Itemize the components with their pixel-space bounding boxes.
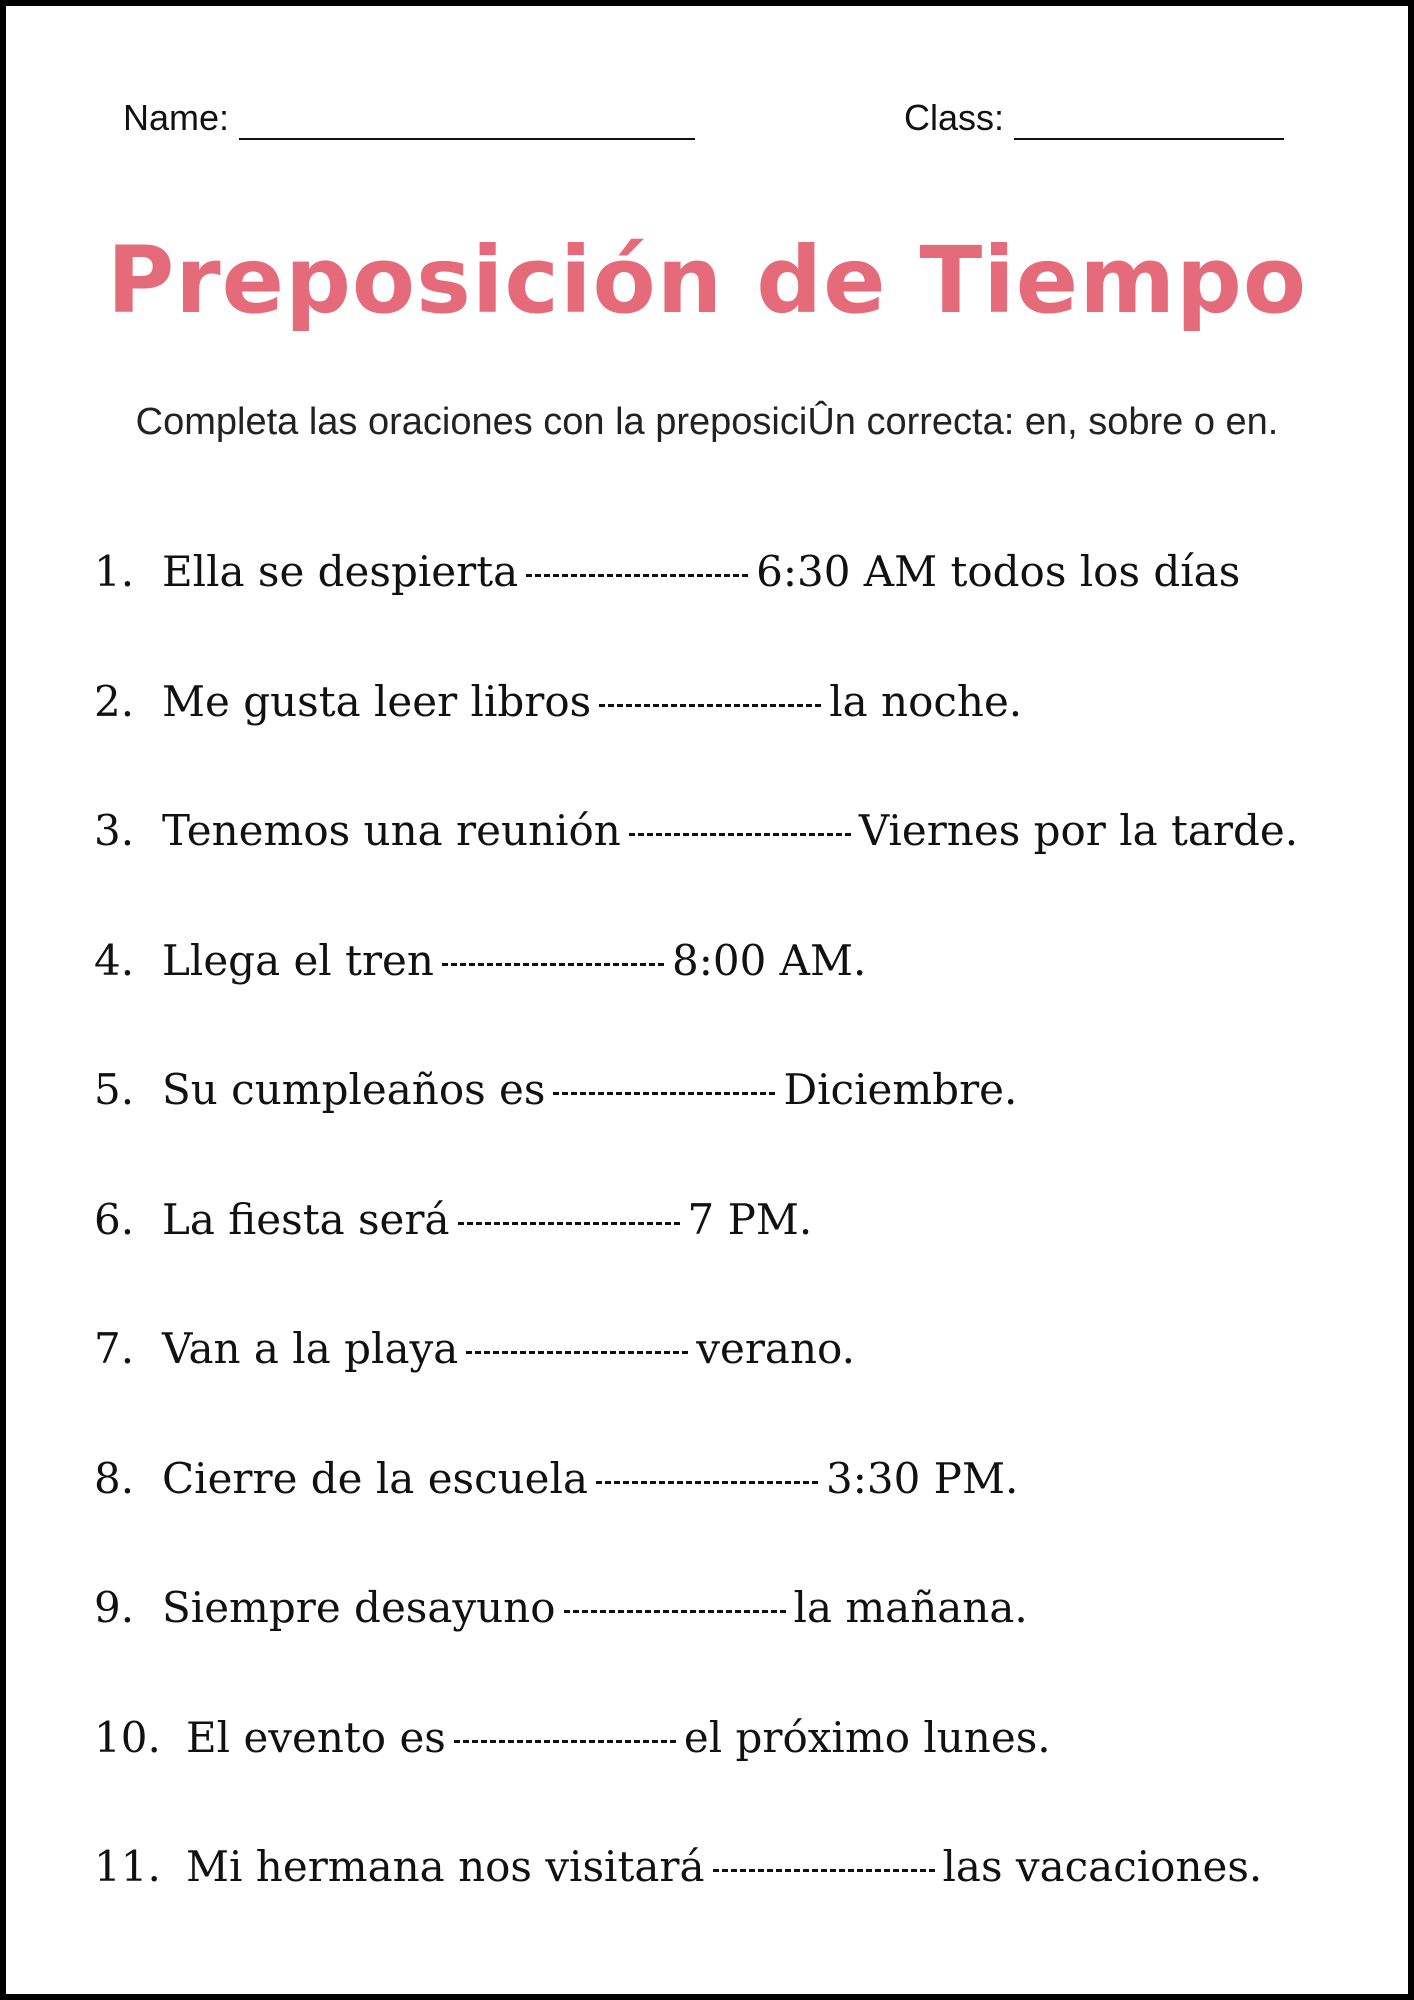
question-text-before: Siempre desayuno <box>162 1583 556 1632</box>
name-label: Name: <box>123 97 230 138</box>
question-3 <box>94 795 1374 925</box>
question-text-before: Tenemos una reunión <box>162 806 621 855</box>
question-number: 6. <box>94 1194 135 1244</box>
class-blank-line[interactable] <box>1014 98 1284 140</box>
answer-blank[interactable] <box>596 1437 818 1484</box>
name-blank-line[interactable] <box>239 98 695 140</box>
answer-blank[interactable] <box>466 1307 688 1354</box>
class-field <box>904 96 1284 140</box>
question-11 <box>94 1831 1374 1961</box>
question-list <box>94 536 1374 1961</box>
class-label: Class: <box>904 97 1005 138</box>
answer-blank[interactable] <box>553 1048 775 1095</box>
question-text-before: Ella se despierta <box>162 547 519 596</box>
question-7 <box>94 1313 1374 1443</box>
question-text-before: Cierre de la escuela <box>162 1453 589 1503</box>
question-9 <box>94 1572 1374 1702</box>
answer-blank[interactable] <box>458 1178 680 1225</box>
answer-blank[interactable] <box>526 530 748 577</box>
answer-blank[interactable] <box>454 1696 676 1743</box>
question-number: 1. <box>94 547 135 596</box>
question-number: 4. <box>94 935 135 985</box>
question-number: 2. <box>94 676 135 726</box>
question-text-after: 8:00 AM. <box>671 935 867 985</box>
question-text-before: Van a la playa <box>162 1324 459 1373</box>
question-4 <box>94 925 1374 1055</box>
question-number: 3. <box>94 806 135 855</box>
question-text-after: Viernes por la tarde. <box>858 806 1299 855</box>
answer-blank[interactable] <box>713 1825 935 1872</box>
question-1 <box>94 536 1374 666</box>
question-text-before: Me gusta leer libros <box>162 676 592 726</box>
question-2 <box>94 666 1374 796</box>
answer-blank[interactable] <box>629 789 851 836</box>
question-number: 10. <box>94 1712 161 1762</box>
question-number: 11. <box>94 1842 161 1891</box>
question-number: 7. <box>94 1324 135 1373</box>
question-text-after: el próximo lunes. <box>683 1712 1051 1762</box>
question-text-after: las vacaciones. <box>942 1842 1263 1891</box>
header-row <box>6 96 1408 146</box>
question-text-after: verano. <box>696 1324 855 1373</box>
question-5 <box>94 1054 1374 1184</box>
name-field <box>123 96 695 140</box>
question-text-after: la noche. <box>829 676 1023 726</box>
question-text-before: El evento es <box>186 1712 446 1762</box>
question-text-after: 7 PM. <box>687 1194 813 1244</box>
question-text-before: Mi hermana nos visitará <box>186 1842 705 1891</box>
question-text-after: Diciembre. <box>783 1065 1018 1114</box>
question-number: 9. <box>94 1583 135 1632</box>
question-6 <box>94 1184 1374 1314</box>
answer-blank[interactable] <box>564 1566 786 1613</box>
answer-blank[interactable] <box>599 660 821 707</box>
question-text-after: 3:30 PM. <box>826 1453 1019 1503</box>
question-text-after: 6:30 AM todos los días <box>756 547 1241 596</box>
instructions-text: Completa las oraciones con la preposiciÛn correcta: en, sobre o en. <box>135 401 1279 443</box>
question-8 <box>94 1443 1374 1573</box>
answer-blank[interactable] <box>442 919 664 966</box>
question-text-before: Su cumpleaños es <box>162 1065 546 1114</box>
question-text-before: La fiesta será <box>162 1194 450 1244</box>
question-text-after: la mañana. <box>793 1583 1028 1632</box>
question-number: 5. <box>94 1065 135 1114</box>
question-10 <box>94 1702 1374 1832</box>
worksheet-title: Preposición de Tiempo <box>106 227 1308 334</box>
question-text-before: Llega el tren <box>162 935 434 985</box>
question-number: 8. <box>94 1453 135 1503</box>
